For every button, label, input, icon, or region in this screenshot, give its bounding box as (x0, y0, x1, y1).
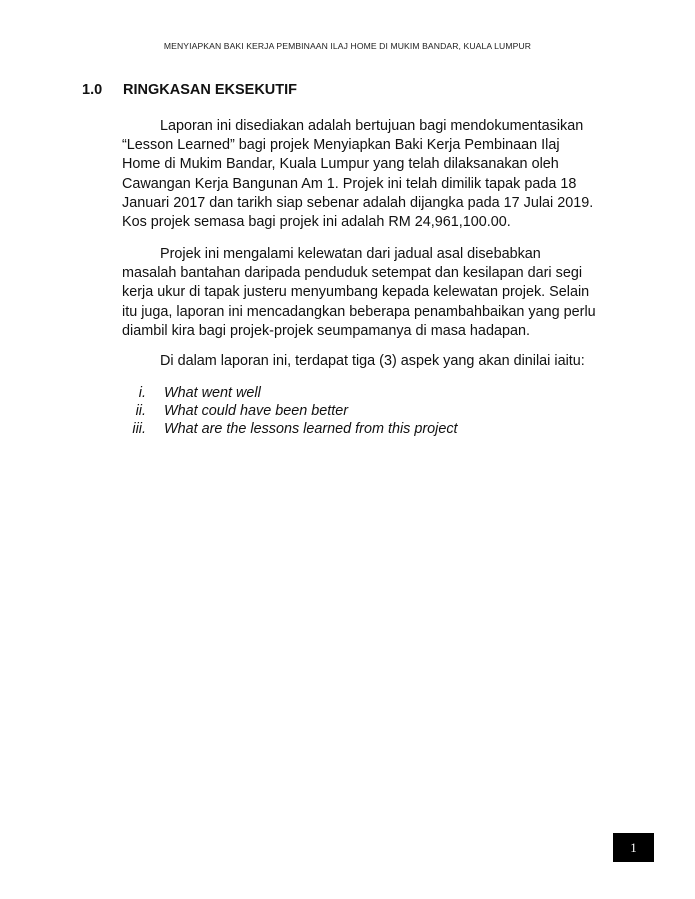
list-item-text: What are the lessons learned from this project (164, 421, 458, 437)
paragraph-line: “Lesson Learned” bagi projek Menyiapkan Baki Kerja Pembinaan Ilaj (122, 137, 560, 154)
paragraph-line: Laporan ini disediakan adalah bertujuan bagi mendokumentasikan (160, 118, 584, 134)
section-title: RINGKASAN EKSEKUTIF (123, 82, 298, 98)
list-numeral: ii. (135, 403, 146, 419)
list-numeral: iii. (132, 421, 146, 437)
paragraph-aspects-intro (122, 352, 614, 371)
paragraph-line: Di dalam laporan ini, terdapat tiga (3) aspek yang akan dinilai iaitu: (160, 353, 585, 369)
aspect-list (0, 384, 695, 438)
paragraph-line: masalah bantahan daripada penduduk setempat dan kesilapan dari segi (122, 265, 583, 282)
section-number: 1.0 (82, 82, 103, 98)
page-number: 1 (613, 833, 654, 862)
section-heading (82, 82, 297, 98)
paragraph-line: Januari 2017 dan tarikh siap sebenar adalah dijangka pada 17 Julai 2019. (122, 194, 594, 211)
paragraph-line: Home di Mukim Bandar, Kuala Lumpur yang telah dilaksanakan oleh (122, 156, 559, 173)
list-item-text: What went well (164, 385, 261, 401)
list-item (0, 384, 695, 402)
paragraph-line: itu juga, laporan ini mencadangkan beberapa penambahbaikan yang perlu (122, 303, 596, 320)
paragraph-line: diambil kira bagi projek-projek seumpamanya di masa hadapan. (122, 322, 530, 339)
paragraph-delay (122, 245, 614, 341)
list-item (0, 402, 695, 420)
running-header: MENYIAPKAN BAKI KERJA PEMBINAAN ILAJ HOME DI MUKIM BANDAR, KUALA LUMPUR (163, 41, 532, 51)
paragraph-line: Projek ini mengalami kelewatan dari jadual asal disebabkan (160, 246, 541, 262)
paragraph-introduction (122, 117, 614, 232)
paragraph-line: Cawangan Kerja Bangunan Am 1. Projek ini telah dimilik tapak pada 18 (122, 175, 577, 192)
list-numeral: i. (138, 385, 146, 401)
paragraph-line: kerja ukur di tapak justeru menyumbang kepada kelewatan projek. Selain (122, 284, 590, 301)
list-item-text: What could have been better (164, 403, 349, 419)
list-item (0, 420, 695, 438)
paragraph-line: Kos projek semasa bagi projek ini adalah RM 24,961,100.00. (122, 214, 511, 231)
